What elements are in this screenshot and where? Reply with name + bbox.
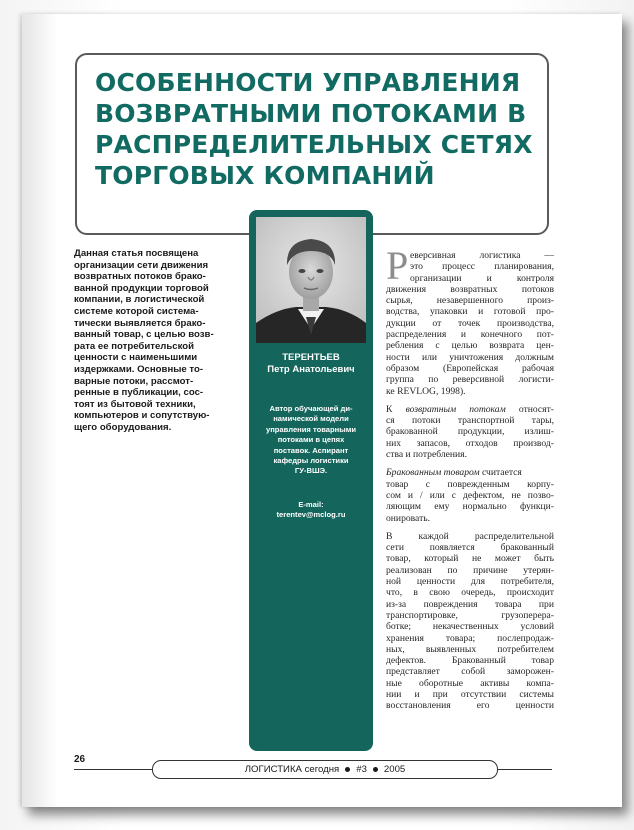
lead-line: издержками. Основные то- bbox=[74, 363, 204, 375]
bullet-icon bbox=[373, 767, 378, 772]
body-line: В каждой распределительной bbox=[386, 530, 554, 542]
lead-line: ванной продукции торговой bbox=[74, 282, 209, 294]
lead-line: Данная статья посвящена bbox=[74, 248, 199, 259]
body-line: транспортировке, грузоперера- bbox=[386, 609, 554, 621]
body-line: ся потоки транспортной тары, bbox=[386, 415, 554, 427]
page-number: 26 bbox=[74, 754, 86, 765]
body-line: восстановления его ценности bbox=[386, 700, 554, 712]
title-box bbox=[75, 53, 549, 235]
body-line: дефектов. Бракованный товар bbox=[386, 655, 554, 667]
lead-line: возвратных потоков брако- bbox=[74, 271, 206, 283]
lead-line: ванный товар, с целью возв- bbox=[74, 329, 214, 341]
lead-line: ценности с наименьшими bbox=[74, 352, 198, 364]
body-line: реализован по причине утерян- bbox=[386, 564, 554, 576]
body-line: что, в свою очередь, происходит bbox=[386, 587, 554, 599]
body-line: еверсивная логистика — bbox=[410, 250, 554, 261]
body-line: ляющим ему нормально функци- bbox=[386, 501, 554, 513]
author-desc-line: намической модели bbox=[273, 414, 349, 424]
body-line: нии и при отсутствии системы bbox=[386, 688, 554, 700]
lead-line: организации сети движения bbox=[74, 259, 209, 271]
lead-paragraph bbox=[74, 248, 232, 434]
body-line: движения возвратных потоков bbox=[386, 283, 554, 295]
body-text: относят- bbox=[505, 403, 554, 415]
paragraph-definition bbox=[386, 243, 554, 397]
body-line: образом (Европейская рабочая bbox=[386, 362, 554, 374]
author-surname: ТЕРЕНТЬЕВ bbox=[282, 352, 340, 363]
body-line bbox=[386, 467, 554, 478]
article-title bbox=[95, 67, 533, 191]
author-contact bbox=[249, 500, 373, 521]
paragraph-network bbox=[386, 531, 554, 712]
body-line: из-за повреждения товара при bbox=[386, 598, 554, 610]
body-line: товар с поврежденным корпу- bbox=[386, 478, 554, 490]
body-line: хранения товара; послепродаж- bbox=[386, 632, 554, 644]
lead-line: системе которой система- bbox=[74, 305, 199, 317]
author-portrait-image bbox=[256, 217, 366, 343]
author-desc-line: кафедры логистики bbox=[273, 456, 349, 466]
issue-number: #3 bbox=[356, 764, 367, 775]
paragraph-defective-goods bbox=[386, 467, 554, 523]
emphasis-term: Бракованным товаром bbox=[386, 467, 480, 479]
lead-line: компьютеров и сопутствую- bbox=[74, 410, 210, 422]
body-line: ке REVLOG, 1998). bbox=[386, 385, 466, 397]
body-line: ботке; некачественных условий bbox=[386, 621, 554, 633]
author-given-name: Петр Анатольевич bbox=[267, 364, 355, 375]
body-line: сом и / или с дефектом, не позво- bbox=[386, 489, 554, 501]
body-line: распределения и конечного пот- bbox=[386, 329, 554, 341]
body-line: ности или уничтожения должным bbox=[386, 351, 554, 363]
author-desc-line: поставок. Аспирант bbox=[273, 445, 349, 455]
body-line: дукции от точек производства, bbox=[386, 317, 554, 329]
bullet-icon bbox=[345, 767, 350, 772]
lead-line: варные потоки, рассмот- bbox=[74, 375, 194, 387]
body-line: ства и потребления. bbox=[386, 449, 467, 461]
body-line: сети появляется бракованный bbox=[386, 542, 554, 554]
author-sidebar bbox=[249, 210, 373, 751]
lead-line: рата ее потребительской bbox=[74, 340, 195, 352]
body-text: считается bbox=[479, 467, 522, 479]
lead-line: щего оборудования. bbox=[74, 421, 172, 433]
body-line: организации и контроля bbox=[410, 272, 554, 284]
author-desc-line: ГУ-ВШЭ. bbox=[294, 466, 328, 476]
lead-line: тически выявляется брако- bbox=[74, 317, 206, 329]
body-line: это процесс планирования, bbox=[410, 261, 554, 273]
magazine-page bbox=[22, 14, 622, 807]
body-line: ребления с целью возврата цен- bbox=[386, 340, 554, 352]
body-line: водства, упаковки и готовой про- bbox=[386, 306, 554, 318]
body-line: онировать. bbox=[386, 512, 431, 524]
body-line: ной ценности для потребителя, bbox=[386, 576, 554, 588]
author-description bbox=[249, 404, 373, 477]
title-line: РАСПРЕДЕЛИТЕЛЬНЫХ СЕТЯХ bbox=[95, 130, 533, 159]
lead-line: компании, в логистической bbox=[74, 294, 205, 306]
email-label: E-mail: bbox=[298, 500, 324, 509]
body-line: них запасов, отходов производ- bbox=[386, 437, 554, 449]
issue-year: 2005 bbox=[383, 764, 406, 775]
title-line: ВОЗВРАТНЫМИ ПОТОКАМИ В bbox=[95, 99, 527, 128]
body-line: ные оборотные активы компа- bbox=[386, 677, 554, 689]
body-text: К bbox=[386, 403, 406, 415]
title-line: ТОРГОВЫХ КОМПАНИЙ bbox=[95, 161, 435, 190]
running-footer bbox=[152, 760, 498, 779]
lead-line: тоят из бытовой техники, bbox=[74, 398, 196, 410]
body-column bbox=[386, 243, 554, 719]
title-line: ОСОБЕННОСТИ УПРАВЛЕНИЯ bbox=[95, 68, 521, 97]
body-line bbox=[386, 404, 554, 415]
emphasis-term: возвратным потокам bbox=[405, 403, 506, 415]
body-line: сырья, незавершенного произ- bbox=[386, 295, 554, 307]
paragraph-return-flows bbox=[386, 404, 554, 460]
body-line: ных, выявленных потребителем bbox=[386, 643, 554, 655]
author-desc-line: управления товарными bbox=[265, 424, 357, 434]
author-desc-line: потоками в цепях bbox=[277, 435, 345, 445]
author-desc-line: Автор обучающей ди- bbox=[269, 404, 353, 413]
author-name bbox=[249, 352, 373, 376]
body-line: бракованной продукции, излиш- bbox=[386, 426, 554, 438]
author-photo bbox=[256, 217, 366, 343]
lead-line: ренные в публикации, сос- bbox=[74, 387, 204, 399]
magazine-name: ЛОГИСТИКА сегодня bbox=[244, 764, 340, 775]
drop-cap: Р bbox=[386, 243, 409, 288]
body-line: товар, который не может быть bbox=[386, 553, 554, 565]
body-line: представляет собой заморожен- bbox=[386, 666, 554, 678]
body-line: группа по реверсивной логисти- bbox=[386, 374, 554, 386]
email-address[interactable]: terentev@mclog.ru bbox=[276, 510, 346, 520]
